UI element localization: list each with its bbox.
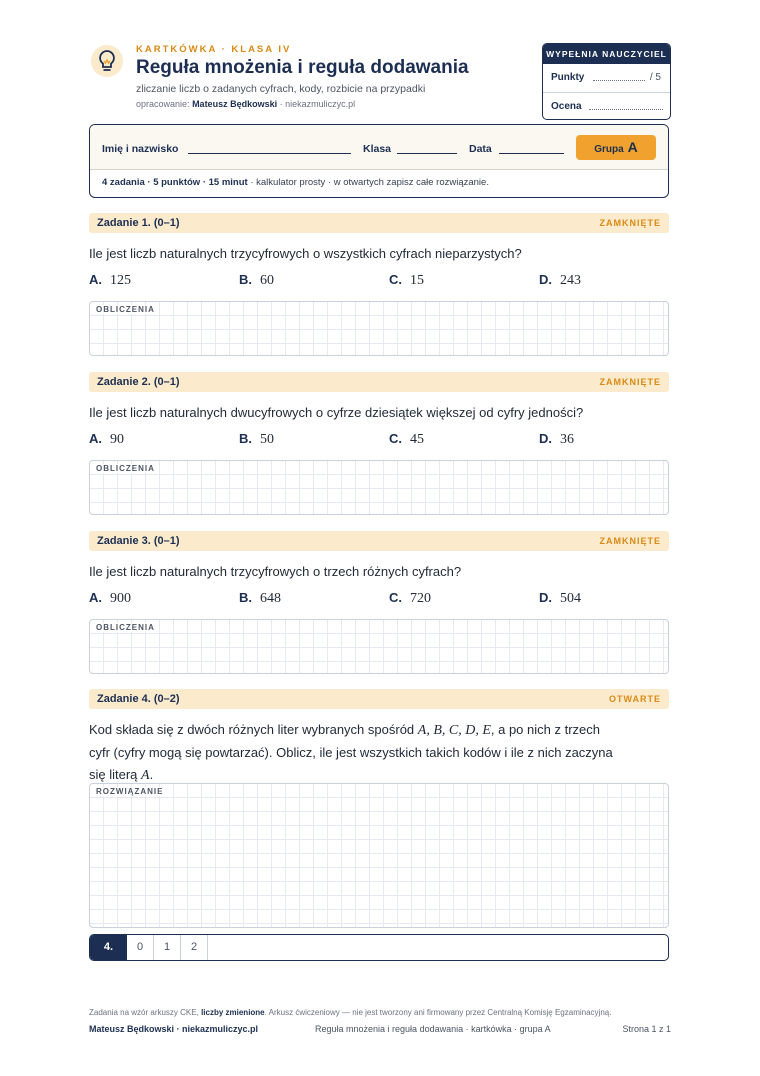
task-3-work-area[interactable] [89, 619, 669, 674]
page-subtitle: zliczanie liczb o zadanych cyfrach, kody, rozbicie na przypadki [136, 83, 426, 95]
worksheet-kicker: KARTKÓWKA · KLASA IV [136, 44, 292, 55]
task-1-question: Ile jest liczb naturalnych trzycyfrowych o wszystkich cyfrach nieparzystych? [89, 246, 522, 261]
task-2-type: ZAMKNIĘTE [599, 377, 661, 387]
teacher-box-title: WYPEŁNIA NAUCZYCIEL [543, 44, 670, 64]
option-letter: D. [539, 590, 552, 605]
score-cell-0[interactable]: 0 [127, 935, 154, 960]
name-field[interactable] [188, 153, 351, 154]
task-3-option-a[interactable] [89, 590, 131, 607]
task-1-option-b[interactable] [239, 272, 274, 289]
author-site: · niekazmuliczyc.pl [279, 99, 356, 109]
task-3-option-b[interactable] [239, 590, 281, 607]
task-2-header [89, 372, 669, 392]
task-3-option-d[interactable] [539, 590, 581, 607]
points-max: / 5 [649, 72, 661, 83]
option-value: 125 [110, 273, 131, 288]
option-letter: C. [389, 590, 402, 605]
work-area-label: ROZWIĄZANIE [96, 787, 166, 796]
task-2-title: Zadanie 2. (0–1) [97, 376, 180, 388]
footer-text: Zadania na wzór arkuszy CKE, [89, 1008, 199, 1017]
points-label: Punkty [551, 72, 585, 83]
task-4-question-line-1 [89, 719, 669, 742]
task-4-title: Zadanie 4. (0–2) [97, 693, 180, 705]
option-value: 900 [110, 591, 131, 606]
grade-row [543, 92, 670, 120]
question-math: A [141, 768, 150, 783]
question-math: A, B, C, D, E [417, 723, 491, 738]
footer-text: . Arkusz ćwiczeniowy — nie jest tworzony ani firmowany przez Centralną Komisję Egzaminacyjną. [264, 1008, 612, 1017]
option-letter: A. [89, 431, 102, 446]
task-1-work-area[interactable] [89, 301, 669, 356]
group-badge [576, 135, 656, 160]
task-4-score-row [89, 934, 669, 961]
task-2-option-b[interactable] [239, 431, 274, 448]
option-letter: C. [389, 272, 402, 287]
option-value: 648 [260, 591, 281, 606]
page-title: Reguła mnożenia i reguła dodawania [136, 57, 469, 78]
grade-field[interactable] [589, 109, 663, 110]
points-row [543, 64, 670, 92]
author-line [136, 99, 355, 109]
score-cell-1[interactable]: 1 [154, 935, 181, 960]
lightbulb-icon [90, 44, 124, 78]
option-value: 243 [560, 273, 581, 288]
task-2-question: Ile jest liczb naturalnych dwucyfrowych o cyfrze dziesiątek większej od cyfry jedności? [89, 405, 584, 420]
score-task-number: 4. [90, 935, 127, 960]
teacher-box [542, 43, 671, 120]
task-2-option-a[interactable] [89, 431, 124, 448]
option-letter: A. [89, 272, 102, 287]
group-value: A [627, 139, 638, 155]
name-label: Imię i nazwisko [102, 143, 179, 155]
task-2-option-d[interactable] [539, 431, 574, 448]
work-area-label: OBLICZENIA [96, 305, 158, 314]
question-text: się literą [89, 767, 138, 782]
footer-author: Mateusz Będkowski · niekazmuliczyc.pl [89, 1024, 259, 1034]
task-3-question: Ile jest liczb naturalnych trzycyfrowych o trzech różnych cyfrach? [89, 564, 462, 579]
task-1-header [89, 213, 669, 233]
task-1-option-c[interactable] [389, 272, 424, 289]
option-value: 504 [560, 591, 581, 606]
question-text: , a po nich z trzech [490, 722, 601, 737]
task-4-question-line-2: cyfr (cyfry mogą się powtarzać). Oblicz, ile jest wszystkich takich kodów i ile z nich zaczyna [89, 745, 613, 760]
task-2-option-c[interactable] [389, 431, 424, 448]
option-letter: A. [89, 590, 102, 605]
test-meta [102, 177, 489, 188]
option-value: 720 [410, 591, 431, 606]
option-value: 36 [560, 432, 574, 447]
task-4-work-area[interactable] [89, 783, 669, 928]
date-field[interactable] [499, 153, 564, 154]
option-letter: C. [389, 431, 402, 446]
option-value: 50 [260, 432, 274, 447]
test-meta-bold: 4 zadania · 5 punktów · 15 minut [102, 177, 248, 188]
grade-label: Ocena [551, 101, 582, 112]
author-prefix: opracowanie: [136, 99, 190, 109]
task-4-header [89, 689, 669, 709]
task-3-option-c[interactable] [389, 590, 431, 607]
question-text: . [149, 767, 154, 782]
option-letter: D. [539, 431, 552, 446]
group-label: Grupa [594, 144, 624, 155]
work-area-label: OBLICZENIA [96, 464, 158, 473]
task-4-question [89, 719, 669, 787]
student-info-box [89, 124, 669, 198]
date-label: Data [469, 143, 492, 155]
class-field[interactable] [397, 153, 457, 154]
task-2-work-area[interactable] [89, 460, 669, 515]
task-3-header [89, 531, 669, 551]
work-area-label: OBLICZENIA [96, 623, 158, 632]
footer-disclaimer [89, 1008, 611, 1017]
task-1-type: ZAMKNIĘTE [599, 218, 661, 228]
option-letter: D. [539, 272, 552, 287]
footer-emphasis: liczby zmienione [201, 1008, 265, 1017]
score-cell-2[interactable]: 2 [181, 935, 208, 960]
author-name: Mateusz Będkowski [192, 99, 278, 109]
points-field[interactable] [593, 80, 645, 81]
student-fields [90, 125, 668, 170]
option-letter: B. [239, 272, 252, 287]
question-text: Kod składa się z dwóch różnych liter wybranych spośród [89, 722, 415, 737]
option-value: 60 [260, 273, 274, 288]
option-value: 15 [410, 273, 424, 288]
task-3-type: ZAMKNIĘTE [599, 536, 661, 546]
option-letter: B. [239, 431, 252, 446]
test-meta-rest: · kalkulator prosty · w otwartych zapisz całe rozwiązanie. [250, 177, 489, 188]
option-value: 45 [410, 432, 424, 447]
task-1-option-a[interactable] [89, 272, 131, 289]
task-1-option-d[interactable] [539, 272, 581, 289]
footer-title: Reguła mnożenia i reguła dodawania · kartkówka · grupa A [315, 1024, 551, 1034]
task-1-title: Zadanie 1. (0–1) [97, 217, 180, 229]
task-4-type: OTWARTE [609, 694, 661, 704]
task-3-title: Zadanie 3. (0–1) [97, 535, 180, 547]
option-letter: B. [239, 590, 252, 605]
class-label: Klasa [363, 143, 392, 155]
option-value: 90 [110, 432, 124, 447]
footer-page-number: Strona 1 z 1 [622, 1024, 671, 1034]
